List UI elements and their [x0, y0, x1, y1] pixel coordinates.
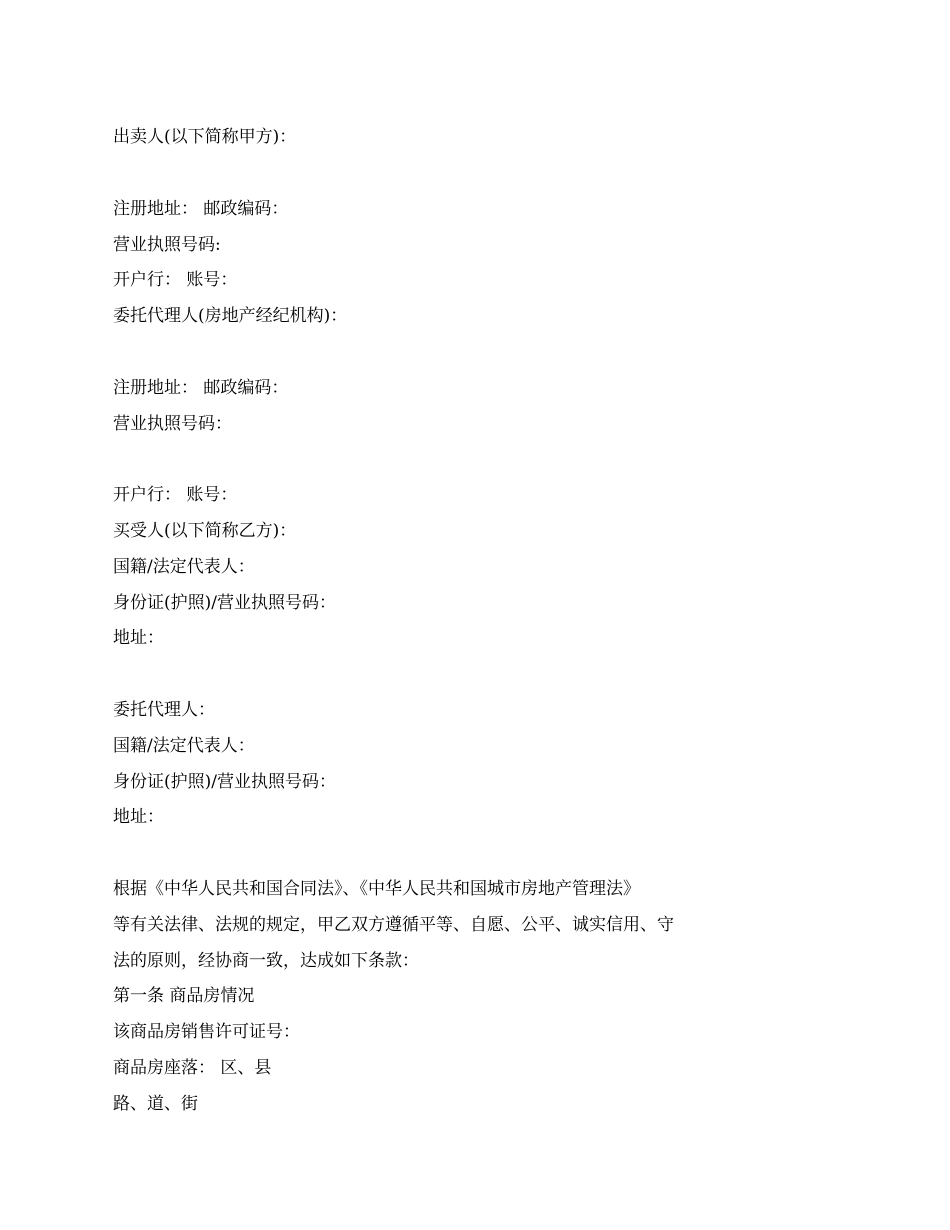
seller-heading: 出卖人(以下简称甲方)：	[113, 127, 297, 147]
preamble-line-1: 根据《中华人民共和国合同法》、《中华人民共和国城市房地产管理法》	[113, 879, 640, 899]
buyer-agent-address: 地址：	[113, 807, 164, 827]
seller-business-license-number: 营业执照号码:	[113, 235, 221, 255]
property-location-district: 商品房座落： 区、县	[113, 1058, 272, 1078]
preamble-line-2: 等有关法律、法规的规定，甲乙双方遵循平等、自愿、公平、诚实信用、守	[113, 915, 674, 935]
agent-bank-account: 开户行： 账号：	[113, 485, 238, 505]
property-location-street: 路、道、街	[113, 1094, 198, 1114]
preamble-line-3: 法的原则，经协商一致，达成如下条款：	[113, 951, 419, 971]
buyer-id-number: 身份证(护照)/营业执照号码：	[113, 593, 336, 613]
agent-business-license-number: 营业执照号码：	[113, 414, 232, 434]
buyer-address: 地址：	[113, 628, 164, 648]
article-1-heading: 第一条 商品房情况	[113, 986, 255, 1006]
buyer-nationality-representative: 国籍/法定代表人：	[113, 557, 255, 577]
buyer-agent-heading: 委托代理人：	[113, 700, 215, 720]
agent-registered-address-postcode: 注册地址： 邮政编码：	[113, 378, 289, 398]
seller-bank-account: 开户行： 账号：	[113, 270, 238, 290]
buyer-agent-nationality-representative: 国籍/法定代表人：	[113, 736, 255, 756]
agent-agency-heading: 委托代理人(房地产经纪机构)：	[113, 306, 348, 326]
buyer-agent-id-number: 身份证(护照)/营业执照号码：	[113, 772, 336, 792]
seller-registered-address-postcode: 注册地址： 邮政编码：	[113, 199, 289, 219]
sales-permit-number: 该商品房销售许可证号：	[113, 1022, 300, 1042]
buyer-heading: 买受人(以下简称乙方)：	[113, 521, 297, 541]
